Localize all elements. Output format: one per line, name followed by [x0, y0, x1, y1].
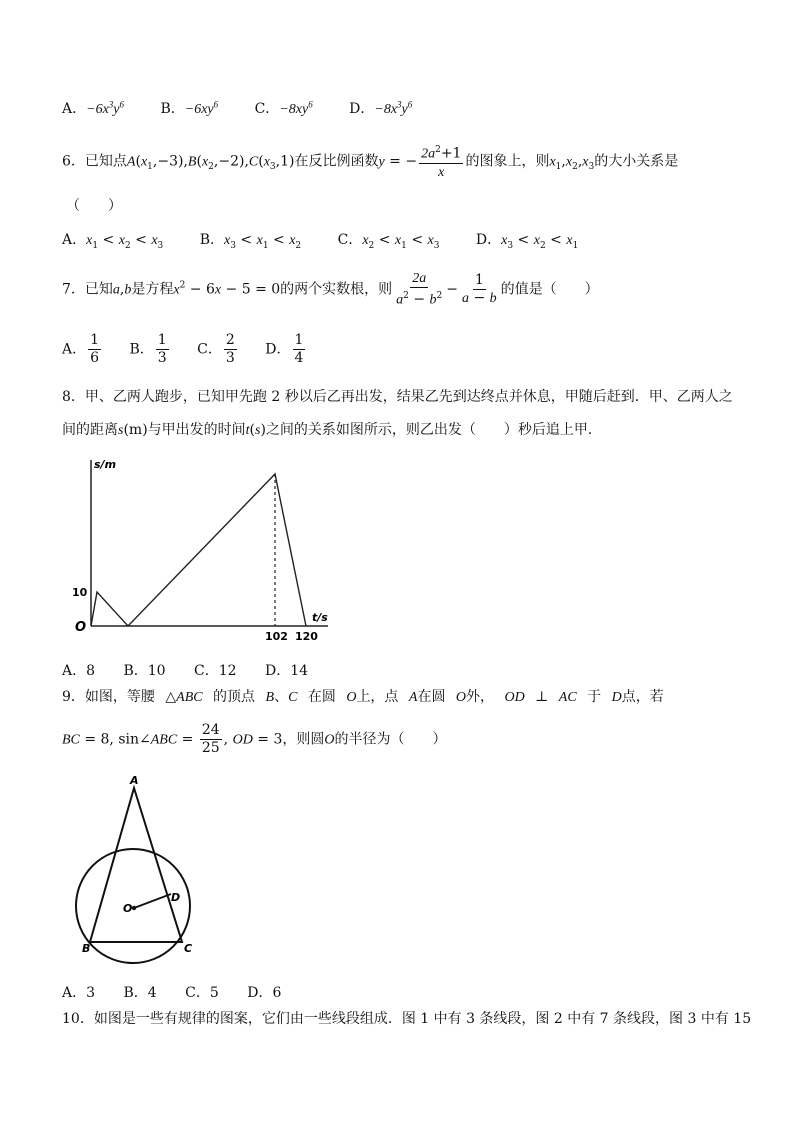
q6-paren: （ ）: [66, 198, 122, 214]
y-tick-10: 10: [72, 586, 88, 599]
label-a: A: [130, 774, 139, 787]
q8-option-d[interactable]: D．14: [265, 663, 309, 679]
q10-line1: 10．如图是一些有规律的图案，它们由一些线段组成．图 1 中有 3 条线段，图 2 中有 7 条线段，图 3 中有 15: [62, 1011, 752, 1027]
center-o-dot: [132, 906, 136, 910]
q7-options: [62, 332, 339, 367]
circle-o: [76, 849, 193, 963]
q9-option-d[interactable]: D．6: [247, 985, 282, 1001]
q9-line2: BC = 8, sin∠ABC = $\frac{24}{25}$ , OD = 3，则圆O的半径为（ ）: [62, 722, 447, 756]
q8-option-b[interactable]: B．10: [123, 663, 166, 679]
q8-line1: 8．甲、乙两人跑步，已知甲先跑 2 秒以后乙再出发，结果乙先到达终点并休息，甲随后赶到．甲、乙两人之: [62, 389, 733, 405]
q6-option-d[interactable]: D．$x_3 < x_2 < x_1$: [475, 232, 579, 251]
y-axis-label: s/m: [94, 458, 117, 471]
q5-options: [62, 98, 444, 118]
q7-stem: 7．已知a,b是方程$x^2 - 6x - 5 = 0$的两个实数根，则 $\frac{2a}{a^2 - b^2}$ − $\frac{1}{a - b}$ 的值是（ ）: [62, 271, 599, 308]
q7-fraction-1: $\frac{2a}{a^2 - b^2}$: [396, 271, 443, 308]
q9-option-b[interactable]: B．4: [123, 985, 157, 1001]
q5-option-a[interactable]: A．$-6x^3y^6$: [62, 99, 125, 117]
x-tick-120: 120: [295, 630, 318, 643]
q8-options: [62, 660, 340, 680]
q7-option-a[interactable]: A． $\frac{1}{6}$: [62, 332, 100, 366]
x-tick-102: 102: [265, 630, 288, 643]
x-axis-label: t/s: [312, 611, 328, 624]
q9-options: [62, 982, 313, 1002]
distance-line: [91, 474, 306, 626]
q7-fraction-2: $\frac{1}{a - b}$: [462, 271, 497, 306]
q5-option-c[interactable]: C．$-8xy^6$: [254, 99, 313, 117]
q9-option-a[interactable]: A．3: [62, 985, 96, 1001]
q7-option-b[interactable]: B． $\frac{1}{3}$: [129, 332, 167, 366]
q5-option-b[interactable]: B．$-6xy^6$: [160, 99, 219, 117]
q9-figure: [70, 772, 230, 972]
label-b: B: [82, 942, 91, 955]
triangle-abc: [90, 788, 182, 942]
q9-option-c[interactable]: C．5: [185, 985, 219, 1001]
segment-od: [134, 894, 171, 908]
q8-graph: [66, 450, 336, 650]
q6-option-b[interactable]: B．$x_3 < x_1 < x_2$: [199, 232, 302, 251]
q8-line2: 间的距离s(m)与甲出发的时间t(s)之间的关系如图所示，则乙出发（ ）秒后追上甲．: [62, 422, 602, 438]
q6-option-c[interactable]: C．$x_2 < x_1 < x_3$: [337, 232, 440, 251]
q9-line1: 9．如图，等腰 △ABC 的顶点 B、C 在圆 O上，点 A在圆 O外， OD ⊥ AC 于 D点，若: [62, 689, 664, 705]
q6-option-a[interactable]: A．$x_1 < x_2 < x_3$: [62, 232, 164, 251]
label-o: O: [123, 902, 133, 915]
q5-option-d[interactable]: D．$-8x^3y^6$: [349, 99, 413, 117]
q7-option-d[interactable]: D． $\frac{1}{4}$: [265, 332, 304, 366]
q8-option-c[interactable]: C．12: [194, 663, 237, 679]
q7-option-c[interactable]: C． $\frac{2}{3}$: [197, 332, 235, 366]
q6-options: [62, 229, 610, 251]
q6-stem: 6．已知点$A(x_1,-3),B(x_2,-2),C(x_3,1)$在反比例函数y = − $\frac{2a^2+1}{x}$ 的图象上，则$x_1,x_2,x_3$的大小关系是: [62, 142, 678, 181]
label-c: C: [184, 942, 193, 955]
q6-fraction: $\frac{2a^2+1}{x}$: [419, 142, 463, 181]
label-d: D: [171, 891, 181, 904]
q8-option-a[interactable]: A．8: [62, 663, 96, 679]
origin-label: O: [75, 620, 87, 635]
